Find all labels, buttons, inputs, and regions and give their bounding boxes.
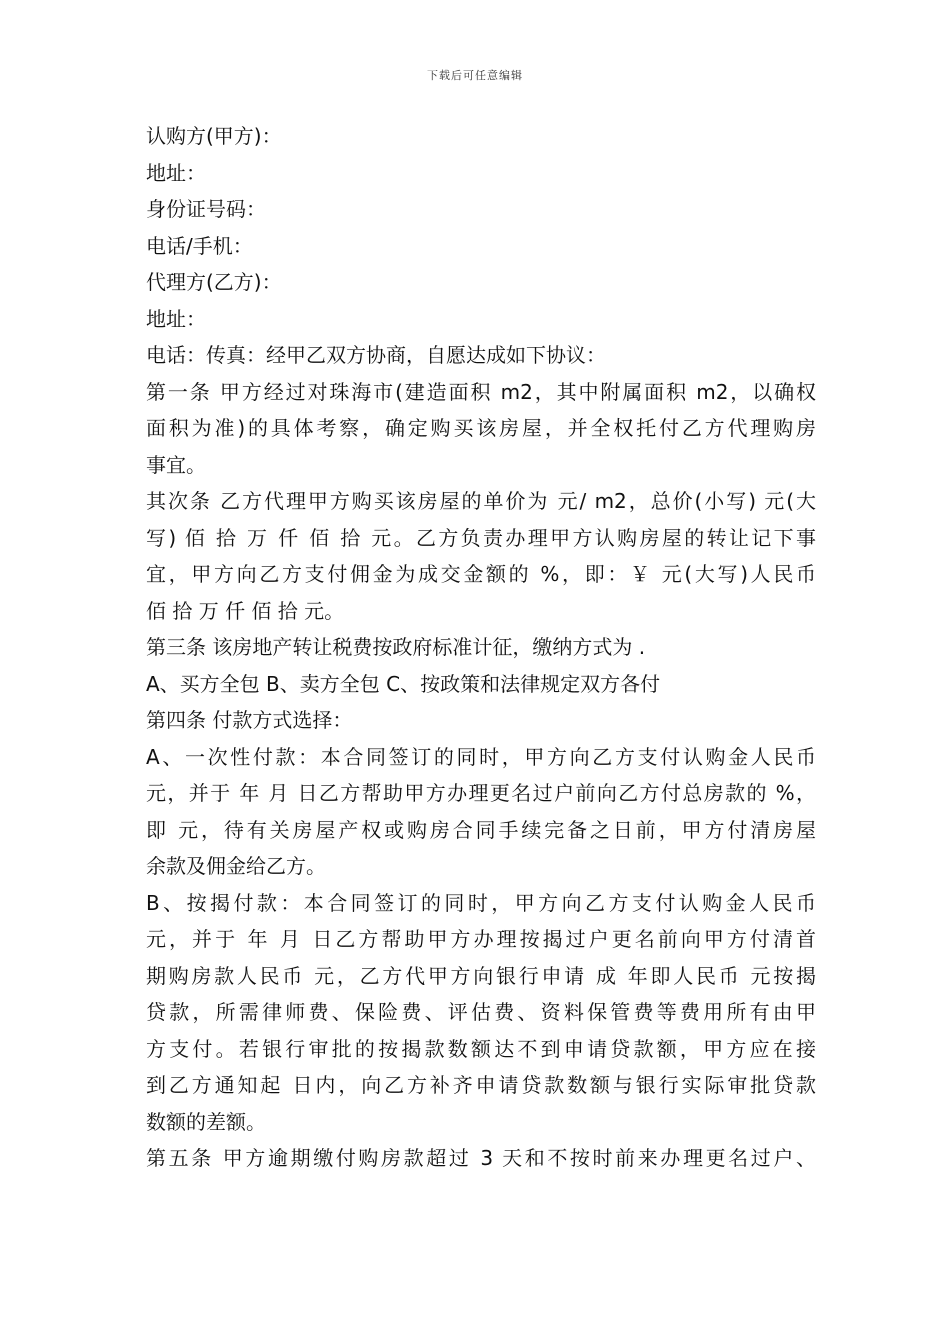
option-b-line: 期购房款人民币 元，乙方代甲方向银行申请 成 年即人民币 元按揭: [146, 963, 816, 988]
article-2-line: 佰 拾 万 仟 佰 拾 元。: [146, 598, 345, 623]
option-b-line: 到乙方通知起 日内，向乙方补齐申请贷款数额与银行实际审批贷款: [146, 1073, 816, 1097]
option-a-line: 元，并于 年 月 日乙方帮助甲方办理更名过户前向乙方付总房款的 %，: [146, 781, 816, 805]
article-2-line: 宜，甲方向乙方支付佣金为成交金额的 %，即：￥ 元(大写)人民币: [146, 562, 816, 586]
article-1-line: 第一条 甲方经过对珠海市(建造面积 m2，其中附属面积 m2，以确权: [146, 379, 816, 404]
option-b-line: 元，并于 年 月 日乙方帮助甲方办理按揭过户更名前向甲方付清首: [146, 927, 816, 951]
article-2-line: 其次条 乙方代理甲方购买该房屋的单价为 元/ m2，总价(小写) 元(大: [146, 489, 816, 513]
option-a-line: 余款及佣金给乙方。: [146, 854, 326, 878]
buyer-address-line: 地址：: [146, 160, 206, 185]
option-b-line: B、按揭付款：本合同签订的同时，甲方向乙方支付认购金人民币: [146, 890, 816, 915]
option-b-line: 方支付。若银行审批的按揭款数额达不到申请贷款额，甲方应在接: [146, 1036, 816, 1061]
buyer-label-line: 认购方(甲方)：: [146, 124, 282, 148]
page-header-note: 下载后可任意编辑: [427, 69, 523, 82]
article-3-options-line: A、买方全包 B、卖方全包 C、按政策和法律规定双方各付: [146, 671, 661, 696]
id-number-line: 身份证号码：: [146, 197, 266, 221]
option-a-line: A、一次性付款：本合同签订的同时，甲方向乙方支付认购金人民币: [146, 744, 816, 769]
phone-line: 电话/手机：: [146, 233, 253, 258]
document-body: [146, 118, 816, 1177]
article-4-heading-line: 第四条 付款方式选择：: [146, 708, 353, 732]
article-1-line: 面积为准)的具体考察，确定购买该房屋，并全权托付乙方代理购房: [146, 416, 816, 440]
article-2-line: 写) 佰 拾 万 仟 佰 拾 元。乙方负责办理甲方认购房屋的转让记下事: [146, 525, 816, 550]
option-b-line: 数额的差额。: [146, 1109, 266, 1134]
agreement-intro-line: 电话：传真：经甲乙双方协商，自愿达成如下协议：: [146, 343, 606, 367]
agent-address-line: 地址：: [146, 306, 206, 331]
option-a-line: 即 元，待有关房屋产权或购房合同手续完备之日前，甲方付清房屋: [146, 817, 816, 842]
option-b-line: 贷款，所需律师费、保险费、评估费、资料保管费等费用所有由甲: [146, 1000, 816, 1024]
article-1-line: 事宜。: [146, 452, 206, 477]
agent-label-line: 代理方(乙方)：: [146, 270, 282, 294]
article-3-line: 第三条 该房地产转让税费按政府标准计征，缴纳方式为 .: [146, 635, 646, 659]
article-5-line: 第五条 甲方逾期缴付购房款超过 3 天和不按时前来办理更名过户、: [146, 1146, 816, 1170]
